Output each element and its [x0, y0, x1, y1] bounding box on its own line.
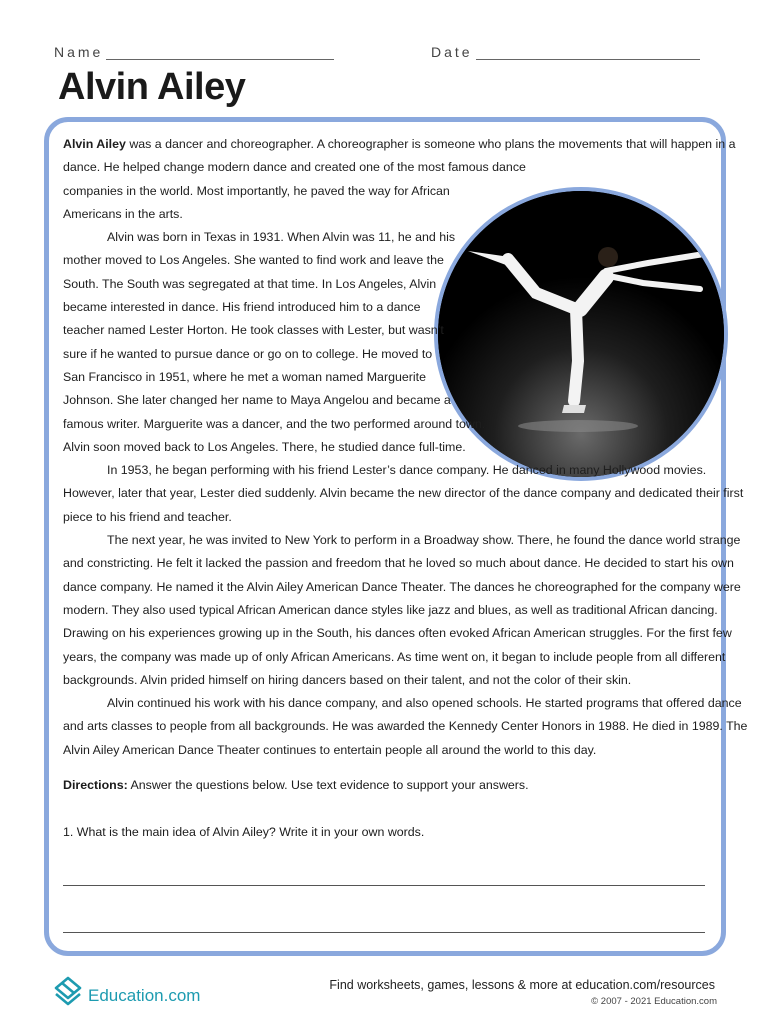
- paragraph-4-line-1: The next year, he was invited to New York to perform in a Broadway show. There, he found the dance world strange: [107, 533, 741, 548]
- name-label: Name: [54, 44, 104, 60]
- directions-text: Answer the questions below. Use text evidence to support your answers.: [127, 778, 529, 792]
- date-line: [476, 59, 700, 60]
- paragraph-2-line-3: South. The South was segregated at that time. In Los Angeles, Alvin: [63, 276, 437, 291]
- paragraph-3-line-1: In 1953, he began performing with his friend Lester’s dance company. He danced in many Hollywood movies.: [107, 463, 707, 478]
- paragraph-2-line-1: Alvin was born in Texas in 1931. When Alvin was 11, he and his: [107, 230, 456, 245]
- paragraph-4-line-4: modern. They also used typical African American dance styles like jazz and blues, as well as traditional African dancing.: [63, 602, 718, 617]
- date-label: Date: [431, 44, 473, 60]
- paragraph-5-line-2: and arts classes to people from all backgrounds. He was awarded the Kennedy Center Honors in 1988. He died in 1989. The: [63, 719, 748, 734]
- logo-text: Education.com: [88, 986, 201, 1005]
- education-com-logo[interactable]: [52, 972, 202, 1012]
- paragraph-4-line-5: Drawing on his experiences growing up in the South, his dances often evoked African American struggles. For the first few: [63, 626, 732, 641]
- paragraph-3: [63, 459, 744, 529]
- answer-line[interactable]: [63, 932, 705, 933]
- paragraph-5-line-3: Alvin Ailey American Dance Theater continues to entertain people all around the world to this day.: [63, 742, 597, 757]
- paragraph-1: [63, 133, 736, 226]
- name-field: [54, 44, 103, 60]
- answer-line[interactable]: [63, 885, 705, 886]
- paragraph-1-line-1: Alvin Ailey was a dancer and choreographer. A choreographer is someone who plans the movements that will happen in a: [63, 137, 736, 151]
- directions-label: Directions:: [63, 778, 128, 792]
- page-title: Alvin Ailey: [58, 66, 246, 108]
- paragraph-2-line-10: Alvin soon moved back to Los Angeles. There, he studied dance full-time.: [63, 439, 466, 454]
- paragraph-2-line-2: mother moved to Los Angeles. She wanted to find work and leave the: [63, 253, 444, 268]
- paragraph-4: [63, 529, 741, 692]
- question-1: 1. What is the main idea of Alvin Ailey? Write it in your own words.: [63, 825, 425, 839]
- paragraph-1-line-2: dance. He helped change modern dance and created one of the most famous dance: [63, 160, 526, 175]
- directions: [63, 778, 529, 792]
- paragraph-4-line-3: dance company. He named it the Alvin Ailey American Dance Theater. The dances he choreographed for the company were: [63, 579, 741, 594]
- date-field: [431, 44, 473, 60]
- paragraph-4-line-2: and constricting. He felt it lacked the passion and freedom that he loved so much about dance. He decided to start his own: [63, 556, 734, 571]
- education-com-logo-icon: [52, 972, 86, 1008]
- paragraph-2-line-9: famous writer. Marguerite was a dancer, and the two performed around town.: [63, 416, 486, 431]
- paragraph-2-line-8: Johnson. She later changed her name to Maya Angelou and became a: [63, 393, 451, 408]
- paragraph-2-line-7: San Francisco in 1951, where he met a woman named Marguerite: [63, 369, 426, 384]
- paragraph-2-line-5: teacher named Lester Horton. He took classes with Lester, but wasn’t: [63, 323, 444, 338]
- copyright: © 2007 - 2021 Education.com: [591, 996, 717, 1007]
- paragraph-5-line-1: Alvin continued his work with his dance company, and also opened schools. He started programs that offered dance: [107, 696, 742, 711]
- name-line: [106, 59, 334, 60]
- paragraph-4-line-7: backgrounds. Alvin prided himself on hiring dancers based on their talent, and not the color of their skin.: [63, 672, 632, 687]
- footer-resources-link[interactable]: Find worksheets, games, lessons & more at education.com/resources: [329, 978, 715, 992]
- paragraph-1-line-4: Americans in the arts.: [63, 206, 183, 221]
- paragraph-3-line-3: piece to his friend and teacher.: [63, 509, 232, 524]
- reading-passage: [63, 133, 748, 762]
- subject-name: Alvin Ailey: [63, 137, 126, 151]
- paragraph-2: [63, 226, 705, 459]
- paragraph-2-line-6: sure if he wanted to pursue dance or go on to college. He moved to: [63, 346, 433, 361]
- paragraph-2-line-4: became interested in dance. His friend introduced him to a dance: [63, 300, 421, 315]
- paragraph-3-line-2: However, later that year, Lester died suddenly. Alvin became the new director of the dance company and dedicated their first: [63, 486, 744, 501]
- paragraph-4-line-6: years, the company was made up of only African Americans. As time went on, it began to include people from all different: [63, 649, 726, 664]
- paragraph-5: [63, 692, 748, 762]
- paragraph-1-line-3: companies in the world. Most importantly, he paved the way for African: [63, 183, 450, 198]
